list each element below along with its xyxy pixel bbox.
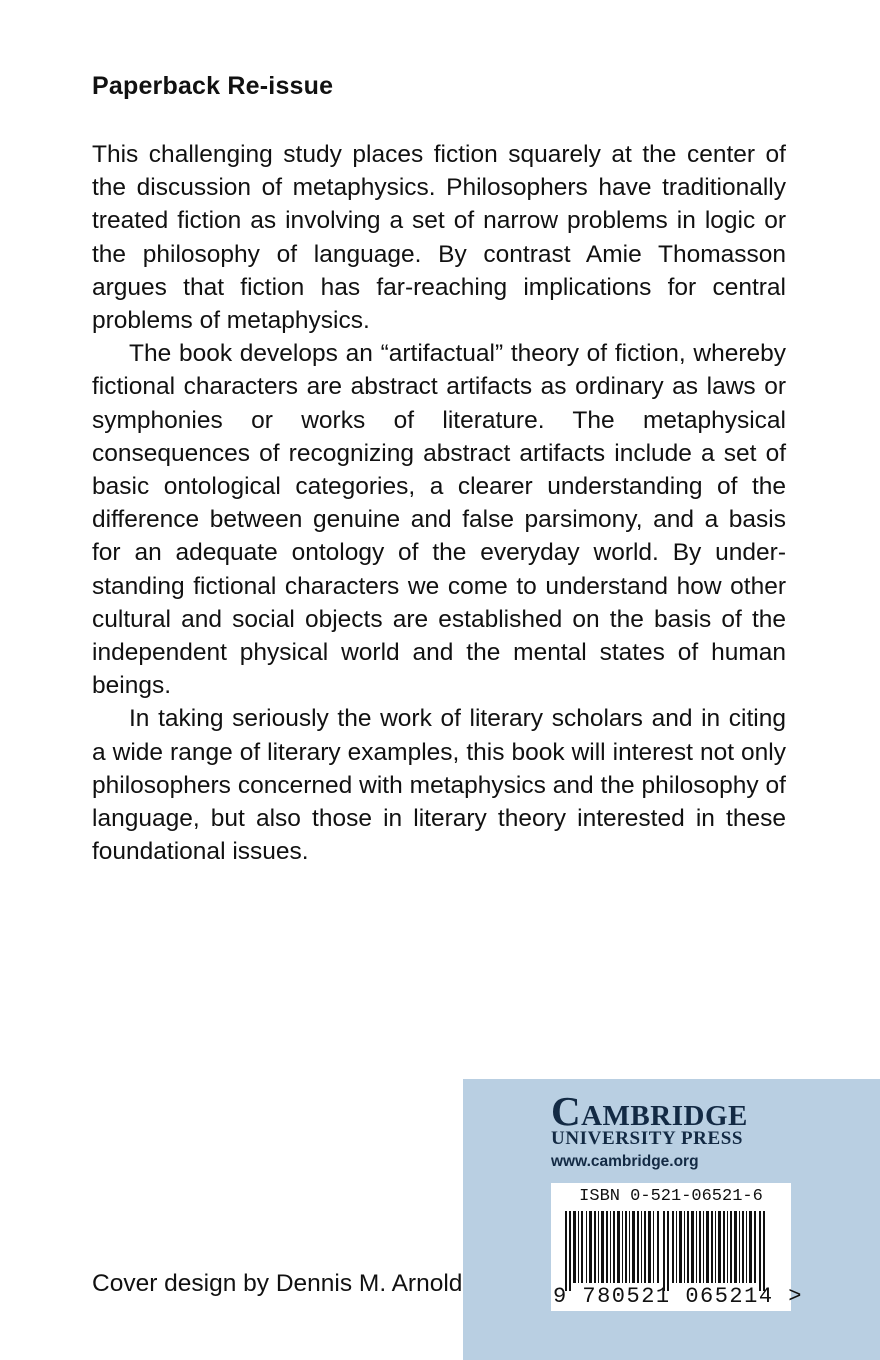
description-text [92, 138, 786, 868]
description-paragraph-1: This challenging study places fiction squarely at the center of the discussion of metaphysics. Philosophers have traditionally treated fiction as involving a set of narrow problems in logic or the philosophy of language. By contrast Amie Thomasson argues that fiction has far-reaching implications for central problems of metaphysics. [92, 141, 786, 335]
publisher-panel [463, 1079, 880, 1360]
barcode [551, 1183, 803, 1311]
section-heading: Paperback Re-issue [92, 72, 334, 100]
description-paragraph-2: The book develops an “artifactual” theory of fiction, whereby fictional characters are abstract artifacts as ordinary as laws or symphonies or works of literature. The metaphysical consequences of recognizing abstract artifacts include a set of basic ontological categories, a clearer understanding of the difference between genuine and false parsimony, and a basis for an adequate ontology of the everyday world. By understanding fictional characters we come to understand how other cultural and social objects are established on the basis of the independent physical world and the mental states of human beings. [92, 340, 786, 700]
description-paragraph-3: In taking seriously the work of literary scholars and in citing a wide range of literary examples, this book will interest not only philosophers concerned with metaphysics and the philosophy of language, but also those in literary theory interested in these foundational issues. [92, 705, 786, 866]
isbn-label: ISBN 0-521-06521-6 [579, 1187, 763, 1206]
ean-digits: 9 780521 065214 > [553, 1284, 803, 1309]
cover-design-credit: Cover design by Dennis M. Arnold [92, 1270, 463, 1297]
publisher-url: www.cambridge.org [551, 1153, 699, 1170]
publisher-logo-subtitle: UNIVERSITY PRESS [551, 1128, 744, 1149]
publisher-logo-name: Cambridge [551, 1088, 748, 1134]
